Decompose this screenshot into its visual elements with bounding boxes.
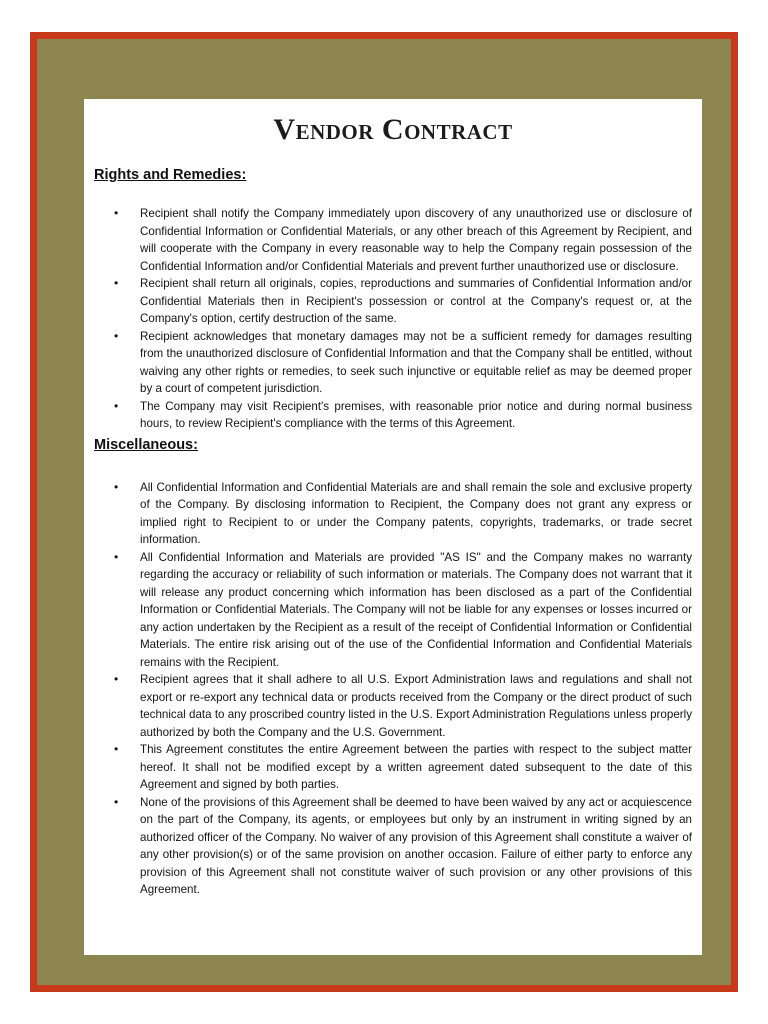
section-heading-rights-and-remedies: Rights and Remedies:	[94, 167, 247, 183]
bullet-icon: •	[114, 742, 119, 756]
bullet-icon: •	[114, 794, 119, 809]
rights-and-remedies-list	[94, 205, 692, 433]
bullet-icon: •	[114, 398, 119, 413]
list-item-text: Recipient shall notify the Company immediately upon discovery of any unauthorized use or disclosure of Confidential Information or Confidential Materials, or any other breach of this Agreement by Recipient, and will cooperate with the Company in every reasonable way to help the Company regain possession of the Confidential Information and/or Confidential Materials and prevent further unauthorized use or disclosure.	[140, 207, 692, 273]
list-item	[94, 328, 692, 398]
list-item	[94, 741, 692, 794]
list-item	[94, 794, 692, 899]
list-item	[94, 549, 692, 672]
list-item	[94, 275, 692, 328]
list-item-text: All Confidential Information and Confidential Materials are and shall remain the sole and exclusive property of the Company. By disclosing information to Recipient, the Company does not grant any express or implied right to Recipient to or under the Company patents, copyrights, trademarks, or trade secret information.	[140, 480, 692, 546]
bullet-icon: •	[114, 672, 119, 686]
list-item	[94, 479, 692, 549]
list-item	[94, 398, 692, 433]
list-item-text: Recipient acknowledges that monetary damages may not be a sufficient remedy for damages resulting from the unauthorized disclosure of Confidential Information and that the Company shall be entitled, without waiving any other rights or remedies, to seek such injunctive or equitable relief as may be deemed proper by a court of competent jurisdiction.	[140, 329, 692, 395]
section-heading-miscellaneous: Miscellaneous:	[94, 436, 198, 453]
bullet-icon: •	[114, 479, 119, 494]
document-title: Vendor Contract	[273, 113, 513, 146]
list-item-text: The Company may visit Recipient's premises, with reasonable prior notice and during normal business hours, to review Recipient's compliance with the terms of this Agreement.	[140, 399, 692, 430]
document-frame	[30, 32, 738, 992]
bullet-icon: •	[114, 328, 119, 343]
list-item	[94, 205, 692, 275]
list-item	[94, 671, 692, 741]
list-item-text: None of the provisions of this Agreement shall be deemed to have been waived by any act or acquiescence on the part of the Company, its agents, or employees but only by an instrument in writing signed by an authorized officer of the Company. No waiver of any provision of this Agreement shall constitute a waiver of any other provision(s) or of the same provision on another occasion. Failure of either party to enforce any provision of this Agreement shall not constitute waiver of such provision or any other provisions of this Agreement.	[140, 795, 692, 896]
bullet-icon: •	[114, 206, 119, 220]
list-item-text: Recipient agrees that it shall adhere to all U.S. Export Administration laws and regulations and shall not export or re-export any technical data or products received from the Company or the direct product of such technical data to any proscribed country listed in the U.S. Export Administration Regulations unless properly authorized by both the Company and the U.S. Government.	[140, 673, 692, 739]
list-item-text: Recipient shall return all originals, copies, reproductions and summaries of Confidential Information and/or Confidential Materials then in Recipient's possession or control at the Company's request or, at the Company's option, certify destruction of the same.	[140, 277, 692, 325]
bullet-icon: •	[114, 549, 119, 564]
miscellaneous-list	[94, 479, 692, 899]
list-item-text: This Agreement constitutes the entire Agreement between the parties with respect to the subject matter hereof. It shall not be modified except by a written agreement dated subsequent to the date of this Agreement and signed by both parties.	[140, 743, 692, 791]
bullet-icon: •	[114, 276, 119, 290]
document-page	[84, 99, 702, 955]
list-item-text: All Confidential Information and Materials are provided "AS IS" and the Company makes no warranty regarding the accuracy or reliability of such information or materials. The Company does not warrant that it will release any product concerning which information has been disclosed as a part of the Confidential Information or Confidential Materials. The Company will not be liable for any expenses or losses incurred or any action undertaken by the Recipient as a result of the receipt of Confidential Information or Confidential Materials. The entire risk arising out of the use of the Confidential Information and Confidential Materials remains with the Recipient.	[140, 550, 692, 669]
